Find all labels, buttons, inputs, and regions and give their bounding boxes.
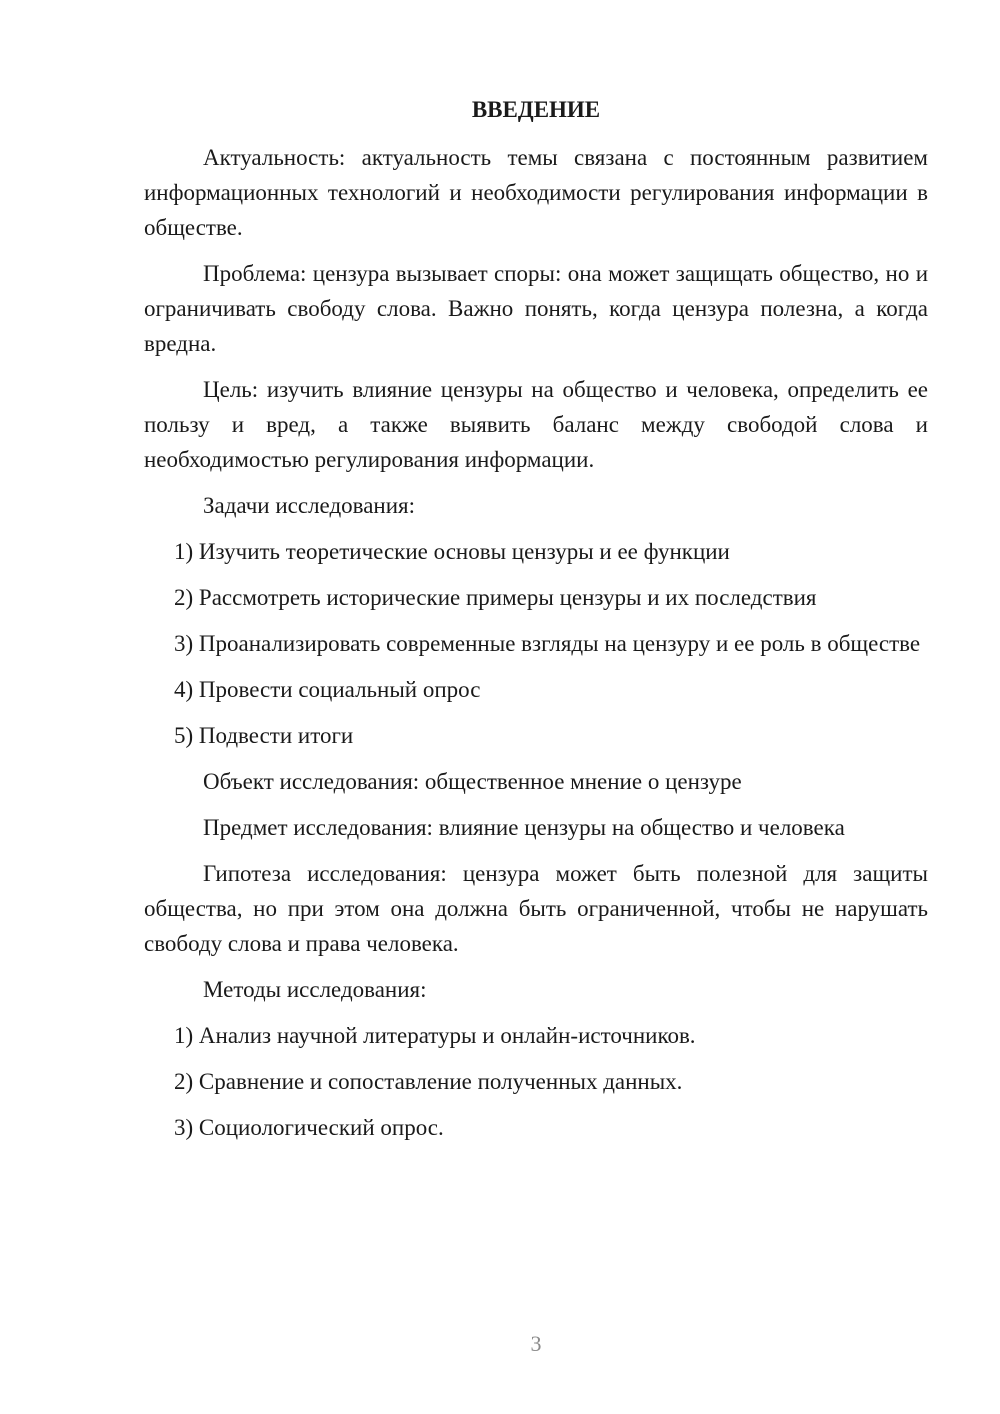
page-title: ВВЕДЕНИЕ [471, 97, 601, 122]
hypothesis-paragraph: Гипотеза исследования: цензура может быть полезной для защиты общества, но при этом она должна быть ограниченной, чтобы не нарушать свободу слова и права человека. [144, 861, 928, 956]
method-item: 2) Сравнение и сопоставление полученных данных. [174, 1069, 683, 1094]
method-item: 3) Социологический опрос. [174, 1115, 444, 1140]
tasks-heading: Задачи исследования: [203, 493, 416, 518]
actuality-paragraph: Актуальность: актуальность темы связана с постоянным развитием информационных технологий и необходимости регулирования информации в обществе. [144, 145, 928, 240]
task-item: 4) Провести социальный опрос [174, 677, 481, 702]
method-item: 1) Анализ научной литературы и онлайн-источников. [174, 1023, 696, 1048]
methods-heading: Методы исследования: [203, 977, 427, 1002]
task-item: 2) Рассмотреть исторические примеры цензуры и их последствия [174, 585, 817, 610]
goal-paragraph: Цель: изучить влияние цензуры на общество и человека, определить ее пользу и вред, а также выявить баланс между свободой слова и необходимостью регулирования информации. [144, 377, 928, 472]
page-number: 3 [530, 1331, 542, 1356]
object-paragraph: Объект исследования: общественное мнение о цензуре [203, 769, 742, 794]
task-item: 1) Изучить теоретические основы цензуры и ее функции [174, 539, 730, 564]
task-item: 5) Подвести итоги [174, 723, 354, 748]
page-content [144, 93, 928, 1156]
task-item: 3) Проанализировать современные взгляды на цензуру и ее роль в обществе [174, 631, 921, 656]
subject-paragraph: Предмет исследования: влияние цензуры на общество и человека [203, 815, 845, 840]
problem-paragraph: Проблема: цензура вызывает споры: она может защищать общество, но и ограничивать свободу слова. Важно понять, когда цензура полезна, а когда вредна. [144, 261, 928, 356]
